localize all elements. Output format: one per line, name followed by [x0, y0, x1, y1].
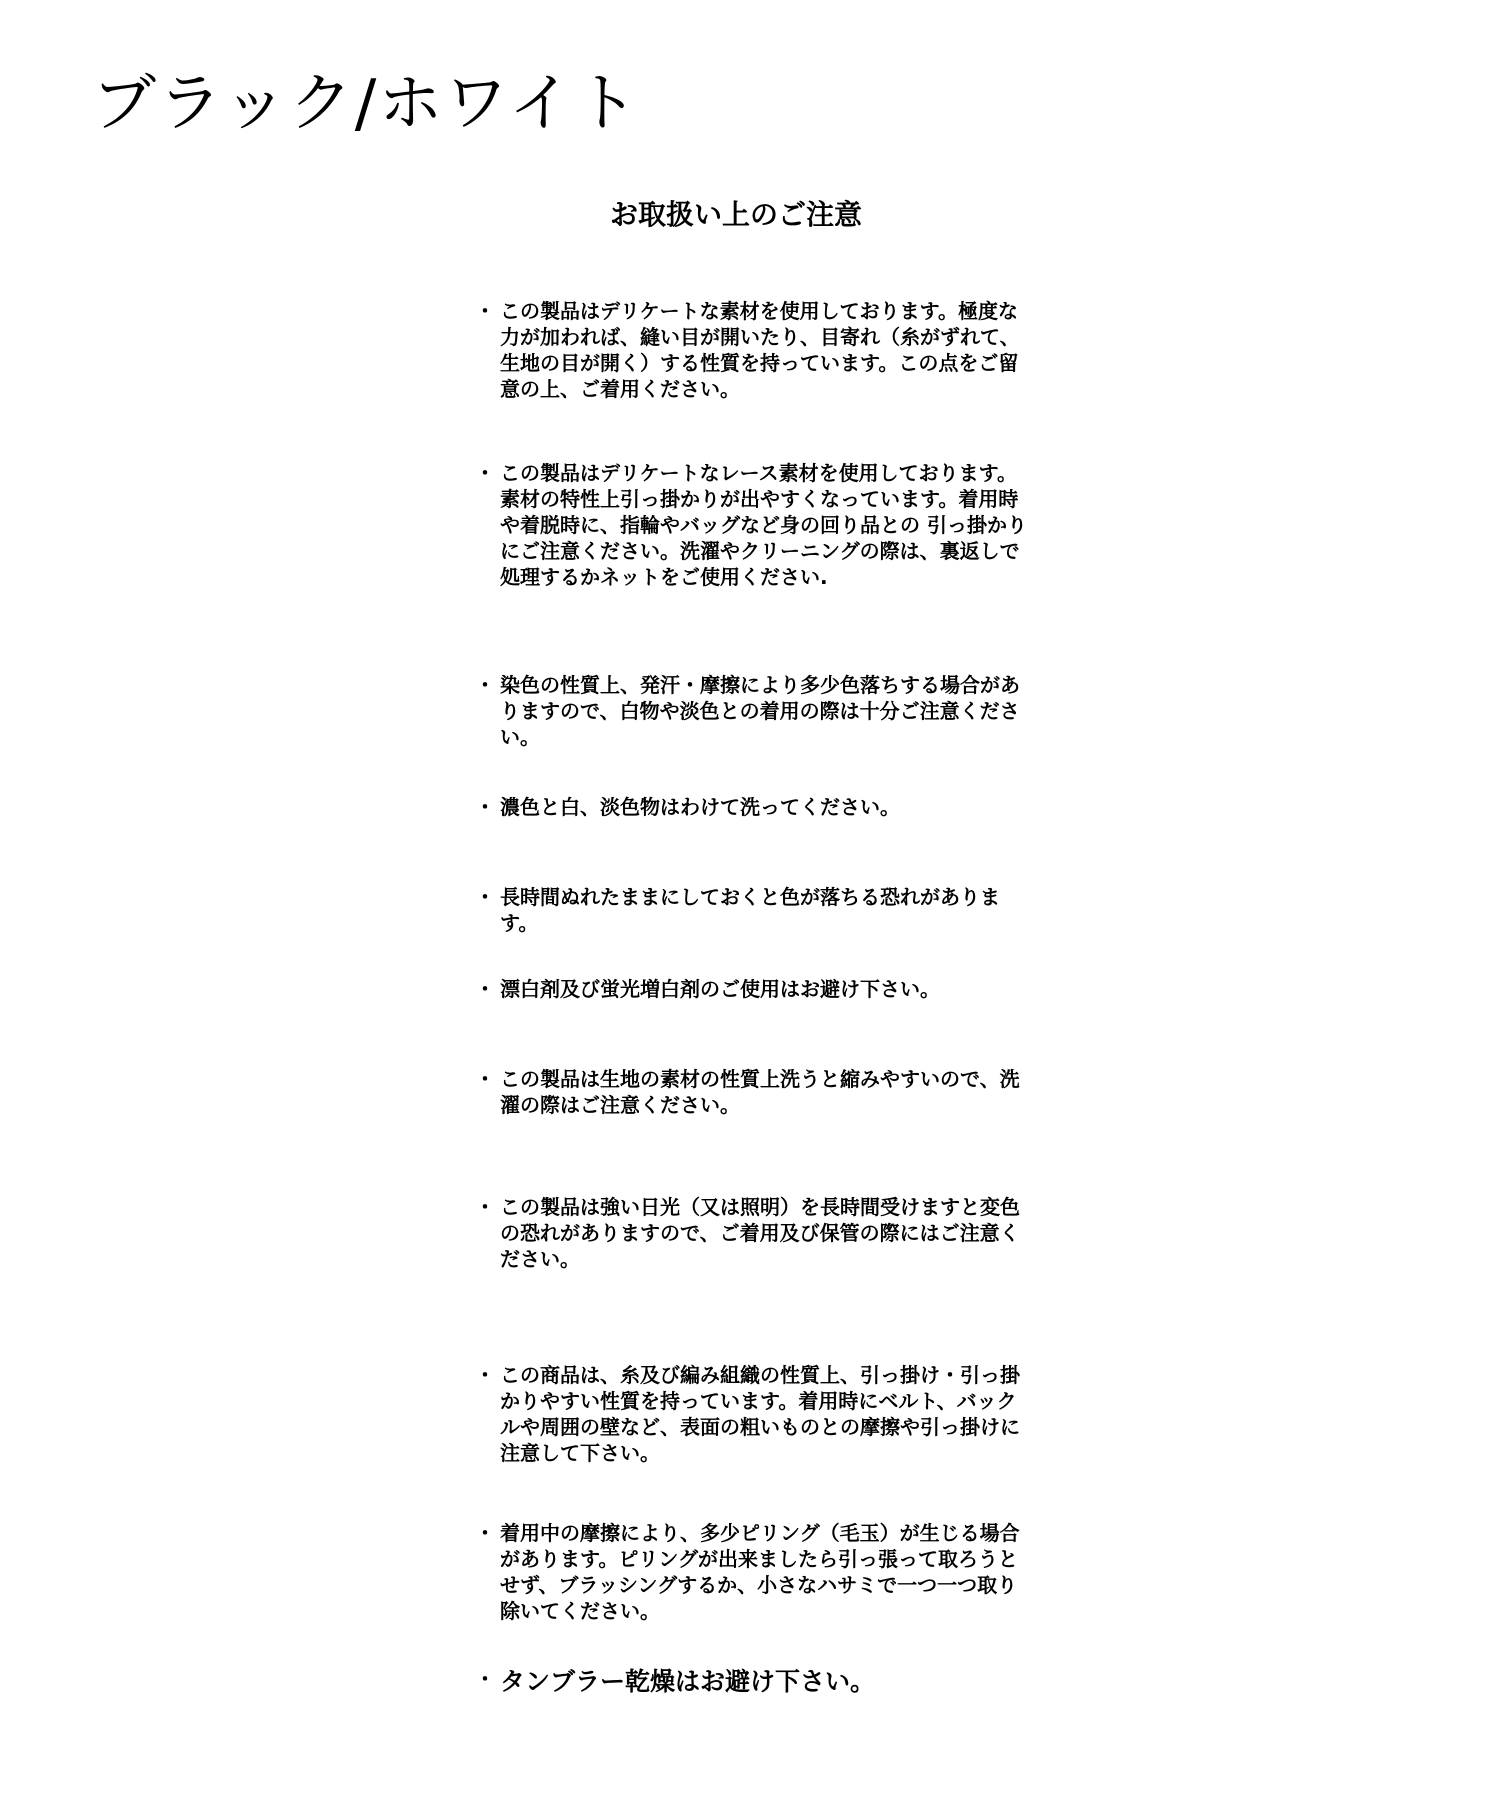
care-instruction-item: [470, 1520, 1040, 1624]
bullet-icon: ・: [475, 885, 495, 909]
care-instruction-item: [470, 460, 1040, 590]
care-instruction-text: 長時間ぬれたままにしておくと色が落ちる恐れがあります。: [500, 885, 1000, 935]
care-instruction-item: [470, 1194, 1040, 1272]
bullet-icon: ・: [475, 795, 495, 819]
care-instruction-text: 着用中の摩擦により、多少ピリング（毛玉）が生じる場合があります。ピリングが出来ましたら引っ張って取ろうとせず、ブラッシングするか、小さなハサミで一つ一つ取り除いてください。: [500, 1521, 1020, 1623]
bullet-icon: ・: [475, 1067, 495, 1091]
care-instruction-item: [470, 976, 1040, 1002]
bullet-icon: ・: [475, 461, 495, 485]
bullet-icon: ・: [475, 299, 495, 323]
care-instruction-item: [470, 298, 1040, 402]
care-instruction-text: この製品は強い日光（又は照明）を長時間受けますと変色の恐れがありますので、ご着用及び保管の際にはご注意ください。: [500, 1195, 1020, 1271]
care-instruction-text: この商品は、糸及び編み組織の性質上、引っ掛け・引っ掛かりやすい性質を持っています。着用時にベルト、バックルや周囲の壁など、表面の粗いものとの摩擦や引っ掛けに注意して下さい。: [500, 1363, 1020, 1465]
color-variant-label: ブラック/ホワイト: [92, 67, 641, 141]
bullet-icon: ・: [475, 977, 495, 1001]
care-instruction-text: タンブラー乾燥はお避け下さい。: [500, 1667, 876, 1696]
care-instruction-item: [470, 884, 1040, 936]
care-instruction-item: [470, 1666, 1040, 1698]
bullet-icon: ・: [475, 673, 495, 697]
bullet-icon: ・: [475, 1195, 495, 1219]
care-instruction-item: [470, 1362, 1040, 1466]
bullet-icon: ・: [475, 1363, 495, 1387]
care-instruction-text: この製品は生地の素材の性質上洗うと縮みやすいので、洗濯の際はご注意ください。: [500, 1067, 1020, 1117]
care-instruction-text: この製品はデリケートな素材を使用しております。極度な力が加われば、縫い目が開いたり、目寄れ（糸がずれて、生地の目が開く）する性質を持っています。この点をご留意の上、ご着用ください。: [500, 299, 1020, 401]
bullet-icon: ・: [475, 1667, 495, 1691]
care-instruction-text: 漂白剤及び蛍光増白剤のご使用はお避け下さい。: [500, 977, 940, 1001]
bullet-icon: ・: [475, 1521, 495, 1545]
care-instruction-text: この製品はデリケートなレース素材を使用しております。素材の特性上引っ掛かりが出やすくなっています。着用時や着脱時に、指輪やバッグなど身の回り品との 引っ掛かりにご注意ください。洗濯やクリーニングの際は、裏返しで処理するかネットをご使用ください.: [500, 461, 1027, 589]
care-instruction-item: [470, 672, 1040, 750]
care-instruction-item: [470, 1066, 1040, 1118]
care-instruction-item: [470, 794, 1040, 820]
care-instruction-text: 染色の性質上、発汗・摩擦により多少色落ちする場合がありますので、白物や淡色との着用の際は十分ご注意ください。: [500, 673, 1020, 749]
care-instruction-text: 濃色と白、淡色物はわけて洗ってください。: [500, 795, 900, 819]
care-instructions-title: お取扱い上のご注意: [610, 198, 863, 231]
